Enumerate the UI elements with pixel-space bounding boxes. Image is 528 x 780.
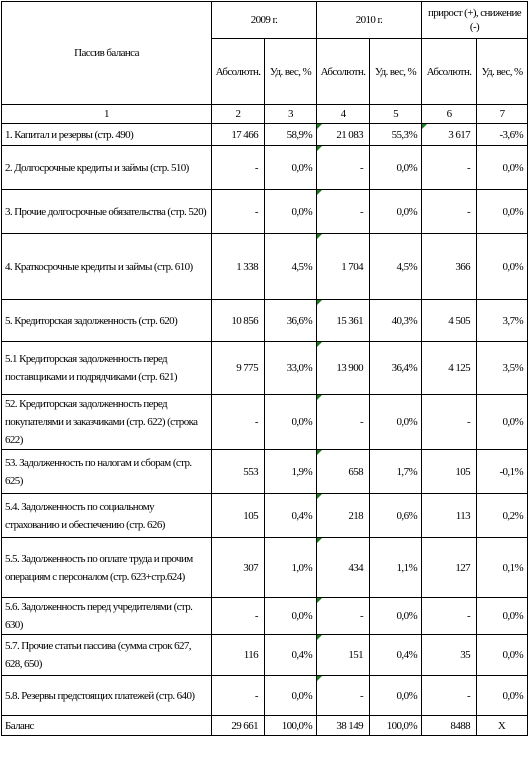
table-row xyxy=(2,190,528,234)
change-share: 0,2% xyxy=(477,494,528,538)
table-row xyxy=(2,395,528,450)
header-share-2009: Уд. вес, % xyxy=(265,39,317,105)
row-label: 5.5. Задолженность по оплате труда и прочим операциям с персоналом (стр. 623+стр.624) xyxy=(2,538,212,598)
row-label: 2. Долгосрочные кредиты и займы (стр. 510) xyxy=(2,146,212,190)
header-abs-2010: Абсолютн. xyxy=(317,39,370,105)
column-number: 2 xyxy=(212,105,265,124)
table-row xyxy=(2,342,528,395)
change-abs: 3 617 xyxy=(422,124,477,146)
change-abs: - xyxy=(422,395,477,450)
share-2010: 0,4% xyxy=(370,635,422,676)
change-share: 0,0% xyxy=(477,190,528,234)
change-share: 0,0% xyxy=(477,395,528,450)
column-number-row xyxy=(2,105,528,124)
change-share: -3,6% xyxy=(477,124,528,146)
change-abs: 105 xyxy=(422,450,477,494)
change-share: 0,0% xyxy=(477,146,528,190)
change-abs: - xyxy=(422,676,477,716)
value-2009: 10 856 xyxy=(212,300,265,342)
value-2010: 658 xyxy=(317,450,370,494)
share-2009: 58,9% xyxy=(265,124,317,146)
balance-liabilities-table xyxy=(1,1,528,736)
table-row xyxy=(2,450,528,494)
share-2010: 55,3% xyxy=(370,124,422,146)
value-2010: - xyxy=(317,146,370,190)
share-2010: 36,4% xyxy=(370,342,422,395)
share-2010: 0,0% xyxy=(370,146,422,190)
value-2010: 151 xyxy=(317,635,370,676)
change-abs: 4 125 xyxy=(422,342,477,395)
value-2009: - xyxy=(212,598,265,635)
value-2010: 218 xyxy=(317,494,370,538)
total-row xyxy=(2,716,528,736)
change-share: 0,0% xyxy=(477,598,528,635)
total-share-2010: 100,0% xyxy=(370,716,422,736)
row-label: 5.6. Задолженность перед учредителями (стр. 630) xyxy=(2,598,212,635)
total-share-2009: 100,0% xyxy=(265,716,317,736)
share-2009: 0,0% xyxy=(265,395,317,450)
value-2009: 116 xyxy=(212,635,265,676)
value-2009: 1 338 xyxy=(212,234,265,300)
share-2009: 1,0% xyxy=(265,538,317,598)
change-abs: - xyxy=(422,598,477,635)
change-share: 0,0% xyxy=(477,676,528,716)
row-label: 3. Прочие долгосрочные обязательства (стр. 520) xyxy=(2,190,212,234)
row-label: 5. Кредиторская задолженность (стр. 620) xyxy=(2,300,212,342)
column-number: 1 xyxy=(2,105,212,124)
change-share: 0,1% xyxy=(477,538,528,598)
share-2009: 0,0% xyxy=(265,190,317,234)
column-number: 5 xyxy=(370,105,422,124)
share-2009: 0,0% xyxy=(265,598,317,635)
table-row xyxy=(2,676,528,716)
row-label: 52. Кредиторская задолженность перед покупателями и заказчиками (стр. 622) (строка 622) xyxy=(2,395,212,450)
change-abs: 127 xyxy=(422,538,477,598)
table-row xyxy=(2,146,528,190)
share-2009: 0,0% xyxy=(265,146,317,190)
header-year-2010: 2010 г. xyxy=(317,2,422,39)
share-2009: 4,5% xyxy=(265,234,317,300)
header-abs-change: Абсолютн. xyxy=(422,39,477,105)
header-abs-2009: Абсолютн. xyxy=(212,39,265,105)
share-2010: 40,3% xyxy=(370,300,422,342)
change-abs: - xyxy=(422,190,477,234)
header-row-years xyxy=(2,2,528,39)
row-label: 5.1 Кредиторская задолженность перед поставщиками и подрядчиками (стр. 621) xyxy=(2,342,212,395)
header-row-label: Пассив баланса xyxy=(2,2,212,105)
share-2009: 0,4% xyxy=(265,494,317,538)
value-2009: - xyxy=(212,190,265,234)
header-share-change: Уд. вес, % xyxy=(477,39,528,105)
row-label: 5.8. Резервы предстоящих платежей (стр. 640) xyxy=(2,676,212,716)
value-2009: 553 xyxy=(212,450,265,494)
share-2009: 36,6% xyxy=(265,300,317,342)
share-2010: 0,0% xyxy=(370,598,422,635)
share-2010: 0,0% xyxy=(370,190,422,234)
change-abs: 4 505 xyxy=(422,300,477,342)
total-change-share: X xyxy=(477,716,528,736)
share-2010: 4,5% xyxy=(370,234,422,300)
change-abs: 113 xyxy=(422,494,477,538)
share-2009: 33,0% xyxy=(265,342,317,395)
table-row xyxy=(2,635,528,676)
row-label: 5.7. Прочие статьи пассива (сумма строк 627, 628, 650) xyxy=(2,635,212,676)
change-abs: 366 xyxy=(422,234,477,300)
value-2010: - xyxy=(317,598,370,635)
row-label: 4. Краткосрочные кредиты и займы (стр. 610) xyxy=(2,234,212,300)
change-abs: 35 xyxy=(422,635,477,676)
row-label: 5.4. Задолженность по социальному страхованию и обеспечению (стр. 626) xyxy=(2,494,212,538)
table-row xyxy=(2,124,528,146)
header-change: прирост (+), снижение (-) xyxy=(422,2,528,39)
row-label: 1. Капитал и резервы (стр. 490) xyxy=(2,124,212,146)
share-2010: 0,0% xyxy=(370,395,422,450)
column-number: 6 xyxy=(422,105,477,124)
value-2009: 17 466 xyxy=(212,124,265,146)
column-number: 4 xyxy=(317,105,370,124)
value-2010: 15 361 xyxy=(317,300,370,342)
column-number: 7 xyxy=(477,105,528,124)
value-2010: - xyxy=(317,190,370,234)
table-row xyxy=(2,300,528,342)
value-2009: - xyxy=(212,676,265,716)
column-number: 3 xyxy=(265,105,317,124)
total-value-2010: 38 149 xyxy=(317,716,370,736)
share-2009: 1,9% xyxy=(265,450,317,494)
share-2010: 0,0% xyxy=(370,676,422,716)
value-2009: 9 775 xyxy=(212,342,265,395)
share-2009: 0,0% xyxy=(265,676,317,716)
share-2010: 1,7% xyxy=(370,450,422,494)
share-2009: 0,4% xyxy=(265,635,317,676)
change-share: -0,1% xyxy=(477,450,528,494)
value-2010: 434 xyxy=(317,538,370,598)
table-row xyxy=(2,494,528,538)
value-2009: 105 xyxy=(212,494,265,538)
total-change-abs: 8488 xyxy=(422,716,477,736)
row-label: 53. Задолженность по налогам и сборам (стр. 625) xyxy=(2,450,212,494)
change-abs: - xyxy=(422,146,477,190)
header-year-2009: 2009 г. xyxy=(212,2,317,39)
value-2009: - xyxy=(212,395,265,450)
total-value-2009: 29 661 xyxy=(212,716,265,736)
header-share-2010: Уд. вес, % xyxy=(370,39,422,105)
change-share: 3,5% xyxy=(477,342,528,395)
value-2009: 307 xyxy=(212,538,265,598)
change-share: 3,7% xyxy=(477,300,528,342)
change-share: 0,0% xyxy=(477,635,528,676)
table-row xyxy=(2,598,528,635)
table-row xyxy=(2,234,528,300)
share-2010: 0,6% xyxy=(370,494,422,538)
value-2010: - xyxy=(317,395,370,450)
value-2009: - xyxy=(212,146,265,190)
value-2010: 21 083 xyxy=(317,124,370,146)
value-2010: - xyxy=(317,676,370,716)
total-row-label: Баланс xyxy=(2,716,212,736)
change-share: 0,0% xyxy=(477,234,528,300)
value-2010: 1 704 xyxy=(317,234,370,300)
table-row xyxy=(2,538,528,598)
share-2010: 1,1% xyxy=(370,538,422,598)
value-2010: 13 900 xyxy=(317,342,370,395)
